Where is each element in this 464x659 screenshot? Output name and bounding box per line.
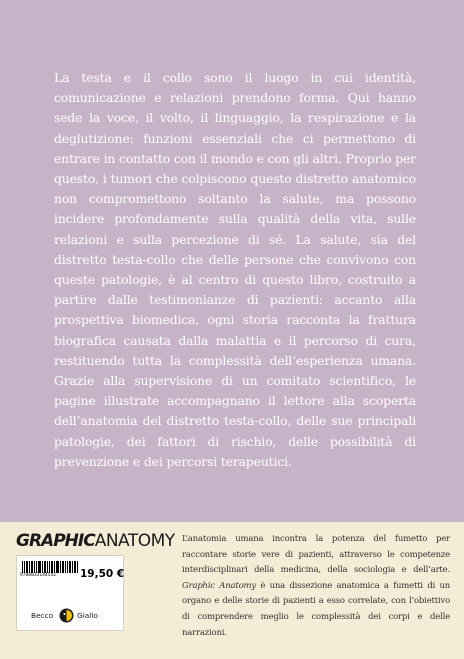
series-blurb <box>182 532 450 641</box>
price-label: 19,50 € <box>80 568 125 580</box>
barcode-box <box>16 555 124 631</box>
publisher-logo <box>25 608 117 624</box>
publisher-name-left: Becco <box>31 611 54 620</box>
series-title-anatomy: ANATOMY <box>94 531 175 551</box>
series-title-graphic: GRAPHIC <box>16 531 95 551</box>
isbn-number: 9788833144542 <box>20 573 56 578</box>
series-blurb-title: Graphic Anatomy <box>182 580 256 591</box>
series-title <box>16 531 175 551</box>
back-cover-paragraph: La testa e il collo sono il luogo in cui identità, comunicazione e relazioni prendono forma. Qui hanno sede la voce, il volto, il linguaggio, la respirazione e la deglutizione: funzioni essenziali che ci permettono di entrare in contatto con il mondo e con gli altri. Proprio per questo, i tumori che colpiscono questo distretto anatomico non compromettono soltanto la salute, ma possono incidere profondamente sulla qualità della vita, sulle relazioni e sulla percezione di sé. La salute, sia del distretto testa-collo che delle persone che convivono con queste patologie, è al centro di questo libro, costruito a partire dalle testimonianze di pazienti: accanto alla prospettiva biomedica, ogni storia racconta la frattura biografica causata dalla malattia e il percorso di cura, restituendo tutta la complessità dell’esperienza umana. Grazie alla supervisione di un comitato scientifico, le pagine illustrate accompagnano il lettore alla scoperta dell’anatomia del distretto testa-collo, delle sue principali patologie, dei fattori di rischio, delle possibilità di prevenzione e dei percorsi terapeutici. <box>54 70 416 469</box>
publisher-name-right: Giallo <box>77 611 98 620</box>
series-blurb-part2: è una dissezione anatomica a fumetti di un organo e delle storie di pazienti a esso correlate, con l’obiettivo di comprendere meglio le complessità dei corpi e delle narrazioni. <box>182 580 451 638</box>
becco-giallo-logo-icon <box>59 608 74 623</box>
series-blurb-part1: L’anatomia umana incontra la potenza del fumetto per raccontare storie vere di pazienti, attraverso le competenze interdisciplinari della medicina, della sociologia e dell’arte. <box>182 534 450 576</box>
